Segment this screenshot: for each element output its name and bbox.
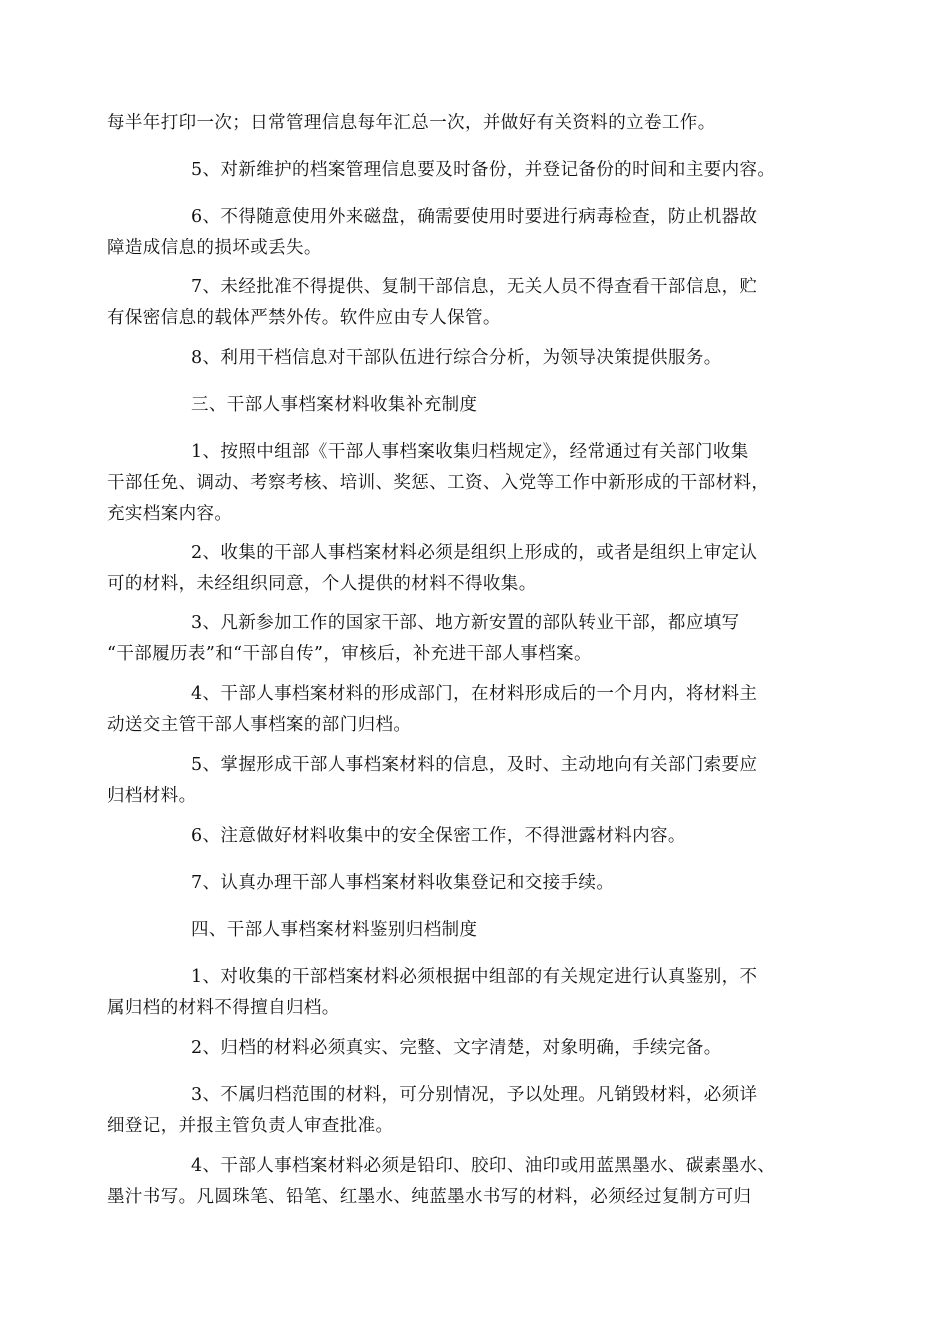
text-line: 7、未经批准不得提供、复制干部信息，无关人员不得查看干部信息，贮 [191, 277, 758, 297]
text-line: 8、利用干档信息对干部队伍进行综合分析，为领导决策提供服务。 [191, 348, 722, 368]
text-line: 7、认真办理干部人事档案材料收集登记和交接手续。 [191, 873, 615, 893]
text-line: 1、对收集的干部档案材料必须根据中组部的有关规定进行认真鉴别，不 [191, 967, 758, 987]
text-line: 4、干部人事档案材料的形成部门，在材料形成后的一个月内，将材料主 [191, 684, 758, 704]
text-line: “干部履历表”和“干部自传”，审核后，补充进干部人事档案。 [107, 644, 592, 664]
section-heading-4 [107, 915, 847, 946]
text-line: 3、凡新参加工作的国家干部、地方新安置的部队转业干部，都应填写 [191, 613, 740, 633]
paragraph-8 [107, 538, 847, 600]
heading-line: 三、干部人事档案材料收集补充制度 [191, 395, 478, 415]
text-line: 干部任免、调动、考察考核、培训、奖惩、工资、入党等工作中新形成的干部材料， [107, 473, 770, 493]
paragraph-7 [107, 437, 847, 530]
text-line: 1、按照中组部《干部人事档案收集归档规定》，经常通过有关部门收集 [191, 442, 749, 462]
text-line: 2、收集的干部人事档案材料必须是组织上形成的，或者是组织上审定认 [191, 543, 758, 563]
paragraph-18 [107, 1151, 847, 1213]
text-line: 5、对新维护的档案管理信息要及时备份，并登记备份的时间和主要内容。 [191, 160, 776, 180]
paragraph-4 [107, 272, 847, 334]
text-line: 墨汁书写。凡圆珠笔、铅笔、红墨水、纯蓝墨水书写的材料，必须经过复制方可归 [107, 1187, 752, 1207]
text-line: 6、注意做好材料收集中的安全保密工作，不得泄露材料内容。 [191, 826, 686, 846]
text-line: 属归档的材料不得擅自归档。 [107, 998, 340, 1018]
paragraph-15 [107, 962, 847, 1024]
paragraph-16 [107, 1033, 847, 1064]
text-line: 每半年打印一次；日常管理信息每年汇总一次，并做好有关资料的立卷工作。 [107, 113, 716, 133]
text-line: 2、归档的材料必须真实、完整、文字清楚，对象明确，手续完备。 [191, 1038, 722, 1058]
text-line: 有保密信息的载体严禁外传。软件应由专人保管。 [107, 308, 501, 328]
text-line: 归档材料。 [107, 786, 197, 806]
heading-line: 四、干部人事档案材料鉴别归档制度 [191, 920, 478, 940]
paragraph-13 [107, 868, 847, 899]
section-heading-3 [107, 390, 847, 421]
paragraph-3 [107, 202, 847, 264]
paragraph-1 [107, 108, 847, 139]
paragraph-9 [107, 608, 847, 670]
text-line: 障造成信息的损坏或丢失。 [107, 238, 322, 258]
text-line: 4、干部人事档案材料必须是铅印、胶印、油印或用蓝黑墨水、碳素墨水、 [191, 1156, 776, 1176]
text-line: 6、不得随意使用外来磁盘，确需要使用时要进行病毒检查，防止机器故 [191, 207, 758, 227]
paragraph-2 [107, 155, 847, 186]
paragraph-11 [107, 750, 847, 812]
text-line: 动送交主管干部人事档案的部门归档。 [107, 715, 412, 735]
paragraph-10 [107, 679, 847, 741]
text-line: 充实档案内容。 [107, 504, 233, 524]
text-line: 3、不属归档范围的材料，可分别情况，予以处理。凡销毁材料，必须详 [191, 1085, 758, 1105]
text-line: 可的材料，未经组织同意，个人提供的材料不得收集。 [107, 574, 537, 594]
text-line: 5、掌握形成干部人事档案材料的信息，及时、主动地向有关部门索要应 [191, 755, 758, 775]
paragraph-12 [107, 821, 847, 852]
paragraph-17 [107, 1080, 847, 1142]
paragraph-5 [107, 343, 847, 374]
text-line: 细登记，并报主管负责人审查批准。 [107, 1116, 394, 1136]
